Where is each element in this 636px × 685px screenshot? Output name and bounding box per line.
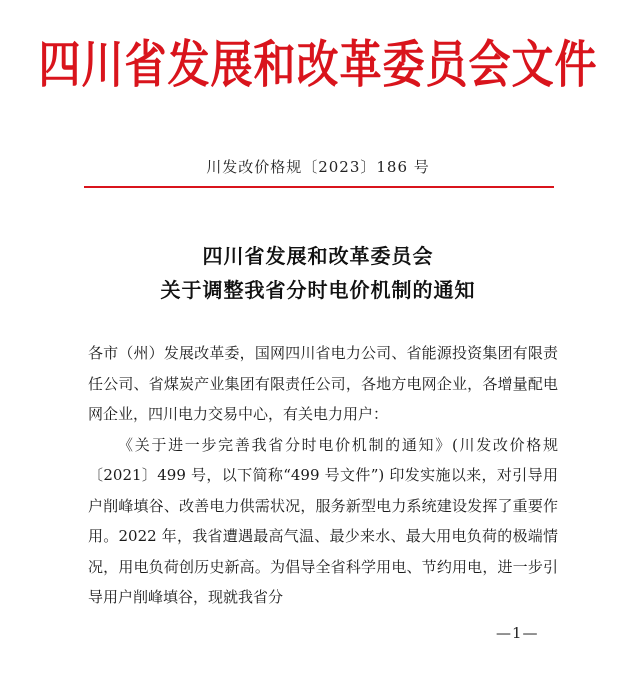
masthead-title: 四川省发展和改革委员会文件: [38, 35, 598, 94]
notice-title-line2: 关于调整我省分时电价机制的通知: [160, 278, 476, 302]
notice-title-line1: 四川省发展和改革委员会: [202, 244, 434, 268]
red-divider-line: [84, 186, 554, 188]
page-number: —1—: [496, 624, 539, 642]
document-number: 川发改价格规〔2023〕186 号: [206, 158, 430, 176]
document-body: [88, 338, 558, 613]
body-paragraph: 《关于进一步完善我省分时电价机制的通知》(川发改价格规〔2021〕499 号，以下简称“499 号文件”) 印发实施以来，对引导用户削峰填谷、改善电力供需状况，服务新型电力系统建设发挥了重要作用。2022 年，我省遭遇最高气温、最少来水、最大用电负荷的极端情况，用电负荷创历史新高。为倡导全省科学用电、节约用电，进一步引导用户削峰填谷，现就我省分: [88, 435, 558, 606]
addressees-paragraph: 各市（州）发展改革委，国网四川省电力公司、省能源投资集团有限责任公司、省煤炭产业集团有限责任公司，各地方电网企业，各增量配电网企业，四川电力交易中心，有关电力用户：: [88, 344, 558, 423]
